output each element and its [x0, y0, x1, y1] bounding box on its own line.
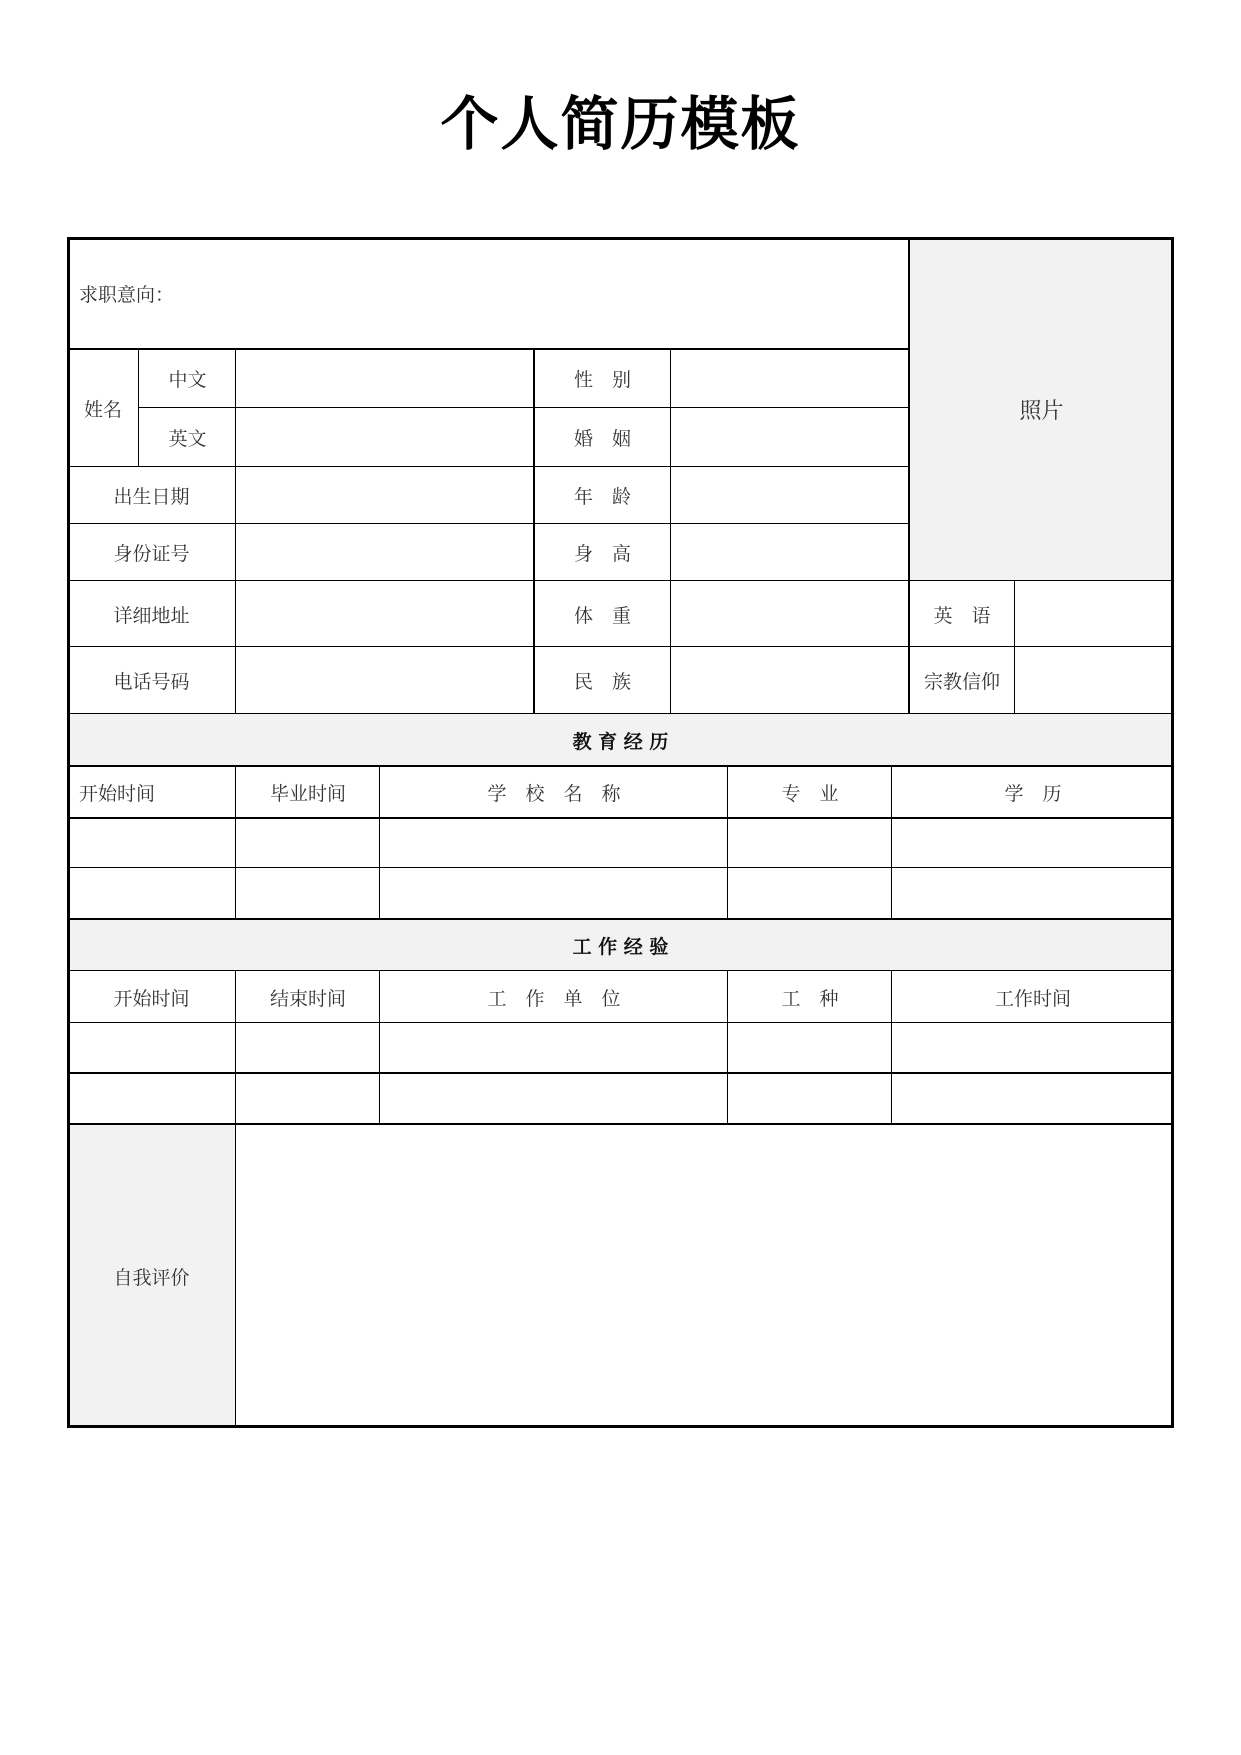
work-header-job-type: 工 种 — [781, 987, 839, 1010]
grid-line — [379, 971, 380, 1124]
grid-line — [67, 867, 1174, 868]
edu-row-2-school[interactable] — [380, 868, 728, 919]
phone-field[interactable] — [236, 647, 534, 714]
resume-form — [67, 237, 1174, 1428]
grid-line — [235, 766, 236, 919]
age-field[interactable] — [671, 467, 909, 524]
english-level-label: 英 语 — [933, 604, 991, 627]
birthdate-field[interactable] — [236, 467, 534, 524]
job-intention-label: 求职意向： — [79, 283, 175, 306]
grid-line — [67, 348, 909, 350]
grid-line — [235, 349, 236, 714]
page-title: 个人简历模板 — [440, 90, 801, 158]
grid-line — [891, 766, 892, 919]
age-label: 年 龄 — [573, 486, 631, 508]
grid-line — [67, 918, 1174, 920]
ethnicity-label: 民 族 — [573, 671, 631, 693]
edu-row-1-degree[interactable] — [892, 818, 1174, 868]
grid-line — [67, 713, 1174, 714]
ethnicity-field[interactable] — [671, 647, 909, 714]
grid-line — [67, 1072, 1174, 1074]
marital-field[interactable] — [671, 408, 909, 467]
work-row-2-job-type[interactable] — [728, 1073, 892, 1124]
work-row-1-start[interactable] — [67, 1023, 236, 1073]
education-section-title: 教 育 经 历 — [67, 714, 1174, 766]
grid-line — [727, 971, 728, 1124]
self-evaluation-field[interactable] — [236, 1124, 1174, 1428]
work-row-2-end[interactable] — [236, 1073, 380, 1124]
grid-line — [67, 466, 909, 467]
edu-row-2-graduation[interactable] — [236, 868, 380, 919]
grid-line — [67, 970, 1174, 971]
edu-row-1-graduation[interactable] — [236, 818, 380, 868]
work-row-1-job-type[interactable] — [728, 1023, 892, 1073]
english-level-field[interactable] — [1015, 581, 1174, 647]
grid-line — [138, 349, 139, 467]
grid-line — [908, 237, 910, 714]
grid-line — [139, 407, 909, 408]
address-label: 详细地址 — [113, 604, 190, 627]
grid-line — [727, 766, 728, 919]
self-evaluation-label: 自我评价 — [67, 1124, 236, 1428]
height-field[interactable] — [671, 524, 909, 581]
phone-label: 电话号码 — [113, 671, 190, 693]
work-header-duration: 工作时间 — [994, 987, 1071, 1010]
grid-line — [235, 1124, 236, 1428]
work-row-2-start[interactable] — [67, 1073, 236, 1124]
grid-line — [67, 1123, 1174, 1125]
chinese-name-field[interactable] — [236, 349, 534, 408]
edu-row-1-school[interactable] — [380, 818, 728, 868]
birthdate-label: 出生日期 — [113, 486, 190, 508]
id-number-field[interactable] — [236, 524, 534, 581]
edu-row-2-start[interactable] — [67, 868, 236, 919]
grid-line — [67, 765, 1174, 767]
grid-line — [670, 349, 671, 714]
edu-header-major: 专 业 — [781, 782, 839, 805]
gender-label: 性 别 — [573, 369, 631, 391]
edu-row-2-degree[interactable] — [892, 868, 1174, 919]
work-section-title: 工 作 经 验 — [67, 919, 1174, 971]
id-number-label: 身份证号 — [113, 543, 190, 565]
marital-label: 婚 姻 — [573, 428, 631, 450]
grid-line — [1014, 581, 1015, 714]
grid-line — [379, 766, 380, 919]
english-name-field[interactable] — [236, 408, 534, 467]
edu-header-school: 学 校 名 称 — [487, 782, 621, 805]
chinese-name-label: 中文 — [168, 369, 207, 391]
weight-label: 体 重 — [573, 604, 631, 627]
weight-field[interactable] — [671, 581, 909, 647]
grid-line — [67, 523, 909, 524]
english-name-label: 英文 — [168, 428, 207, 450]
edu-header-start: 开始时间 — [79, 782, 156, 805]
height-label: 身 高 — [573, 543, 631, 565]
grid-line — [533, 349, 535, 714]
edu-row-1-major[interactable] — [728, 818, 892, 868]
grid-line — [67, 580, 1174, 581]
edu-row-2-major[interactable] — [728, 868, 892, 919]
grid-line — [891, 971, 892, 1124]
work-row-1-employer[interactable] — [380, 1023, 728, 1073]
edu-row-1-start[interactable] — [67, 818, 236, 868]
grid-line — [67, 817, 1174, 819]
religion-field[interactable] — [1015, 647, 1174, 714]
gender-field[interactable] — [671, 349, 909, 408]
grid-line — [67, 646, 1174, 647]
name-label: 姓名 — [83, 398, 122, 421]
grid-line — [235, 971, 236, 1124]
edu-header-degree: 学 历 — [1004, 782, 1062, 805]
photo-placeholder[interactable]: 照片 — [909, 237, 1174, 581]
work-row-1-duration[interactable] — [892, 1023, 1174, 1073]
work-header-employer: 工 作 单 位 — [487, 987, 621, 1010]
work-row-1-end[interactable] — [236, 1023, 380, 1073]
religion-label: 宗教信仰 — [923, 671, 1000, 693]
work-header-start: 开始时间 — [113, 987, 190, 1010]
work-row-2-employer[interactable] — [380, 1073, 728, 1124]
grid-line — [67, 1022, 1174, 1023]
work-header-end: 结束时间 — [269, 987, 346, 1010]
address-field[interactable] — [236, 581, 534, 647]
work-row-2-duration[interactable] — [892, 1073, 1174, 1124]
edu-header-graduation: 毕业时间 — [269, 782, 346, 805]
